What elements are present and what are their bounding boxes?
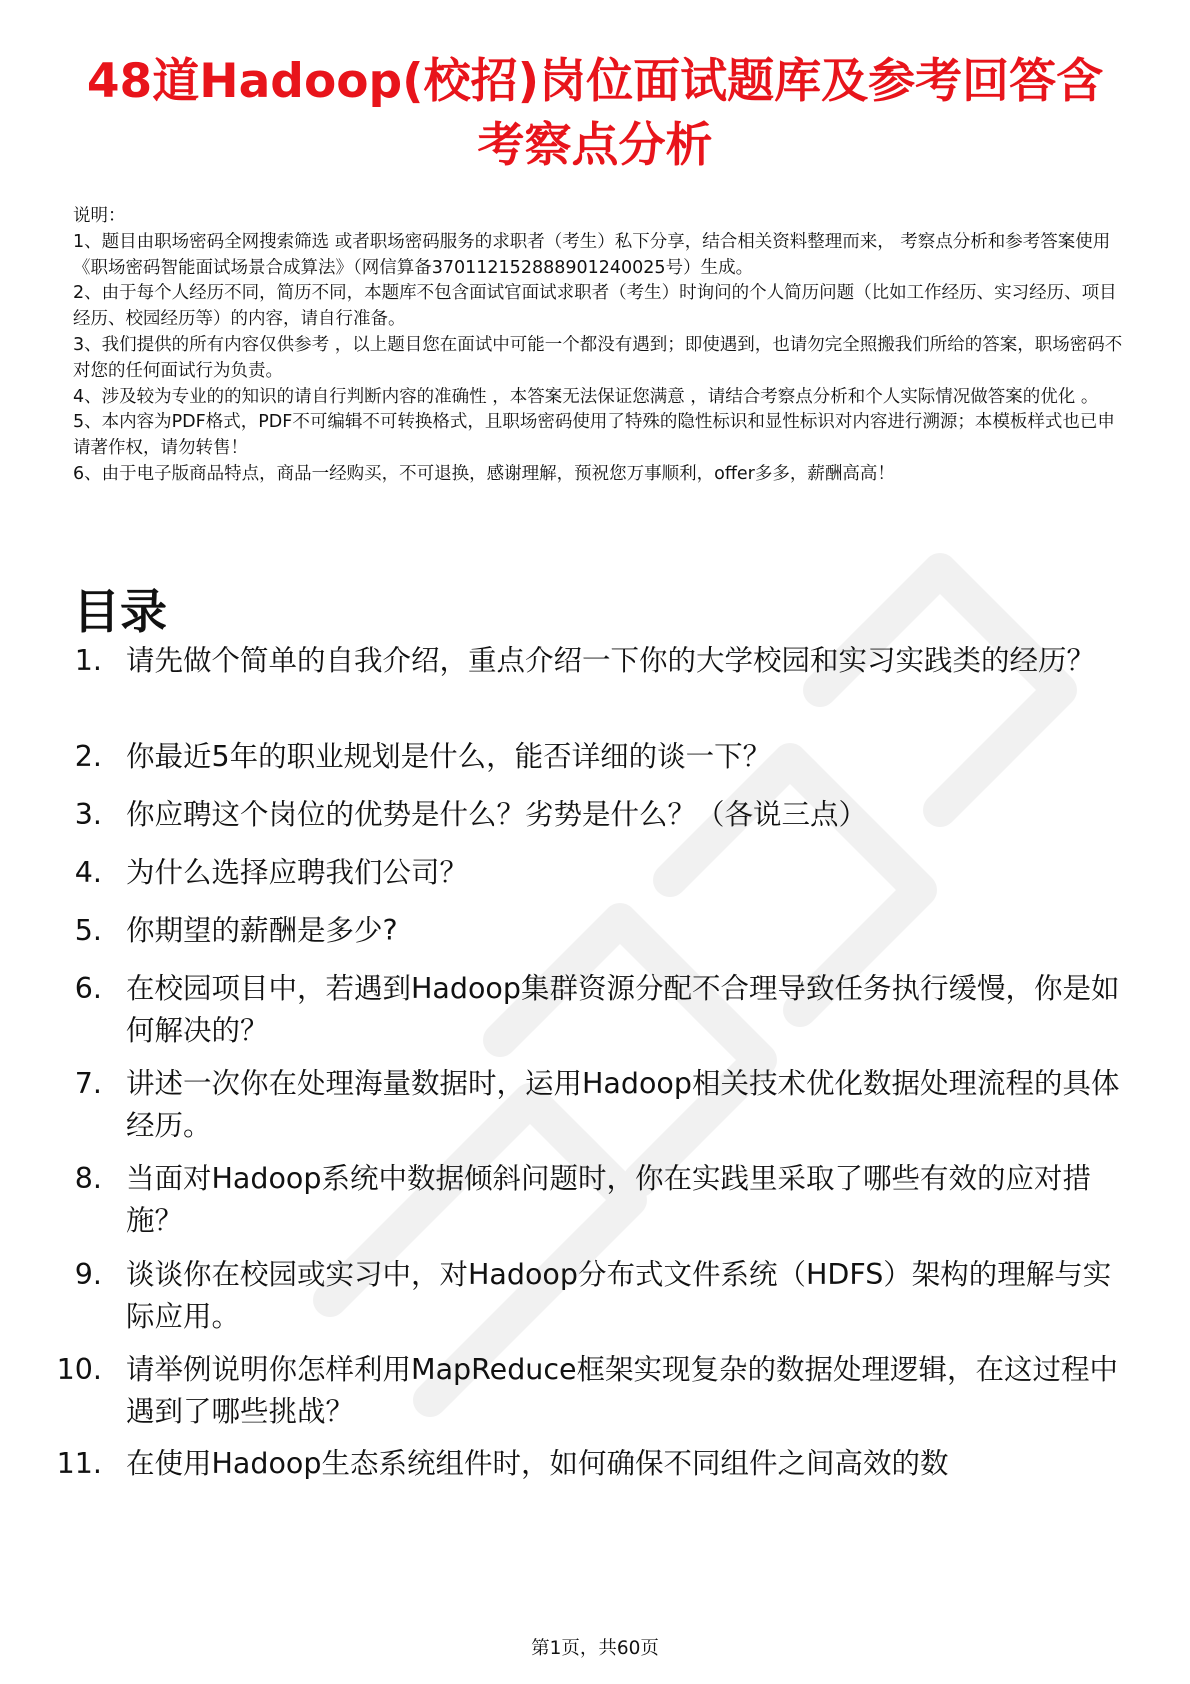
notes-item: 3、我们提供的所有内容仅供参考 ，以上题目您在面试中可能一个都没有遇到；即使遇到，也请勿完全照搬我们所给的答案，职场密码不对您的任何面试行为负责。: [73, 334, 1123, 381]
title-line-1: 48道Hadoop(校招)岗位面试题库及参考回答含: [86, 54, 1104, 109]
toc-item-number: 3.: [74, 798, 102, 831]
toc-item-text[interactable]: 为什么选择应聘我们公司？: [126, 856, 469, 889]
toc-item-number: 9.: [74, 1258, 102, 1291]
toc-item-number: 11.: [56, 1447, 102, 1480]
notes-item: 6、由于电子版商品特点，商品一经购买，不可退换，感谢理解，预祝您万事顺利，offer多多，薪酬高高！: [73, 463, 895, 484]
toc-item-number: 2.: [74, 740, 102, 773]
toc-item-text[interactable]: 在使用Hadoop生态系统组件时，如何确保不同组件之间高效的数: [126, 1447, 949, 1480]
page-footer: 第1页，共60页: [531, 1638, 659, 1659]
toc-item-text[interactable]: 在校园项目中，若遇到Hadoop集群资源分配不合理导致任务执行缓慢，你是如何解决的？: [126, 972, 1120, 1047]
toc-item-number: 6.: [74, 972, 102, 1005]
toc-item-text[interactable]: 你最近5年的职业规划是什么，能否详细的谈一下？: [126, 740, 772, 773]
toc-heading: 目录: [73, 585, 167, 640]
toc-item-text[interactable]: 讲述一次你在处理海量数据时，运用Hadoop相关技术优化数据处理流程的具体经历。: [126, 1067, 1120, 1142]
toc-item-text[interactable]: 你期望的薪酬是多少?: [126, 914, 398, 947]
toc-item-number: 4.: [74, 856, 102, 889]
title-line-2: 考察点分析: [477, 118, 713, 173]
notes-item: 2、由于每个人经历不同，简历不同，本题库不包含面试官面试求职者（考生）时询问的个人简历问题（比如工作经历、实习经历、项目经历、校园经历等）的内容，请自行准备。: [73, 283, 1117, 330]
toc-item-number: 1.: [74, 644, 102, 677]
toc-item-text[interactable]: 请先做个简单的自我介绍，重点介绍一下你的大学校园和实习实践类的经历？: [126, 644, 1096, 677]
notes-item: 1、题目由职场密码全网搜索筛选 或者职场密码服务的求职者（考生）私下分享，结合相关资料整理而来， 考察点分析和参考答案使用《职场密码智能面试场景合成算法》（网信算备370112152888901240025号）生成。: [73, 231, 1111, 278]
toc-item-text[interactable]: 请举例说明你怎样利用MapReduce框架实现复杂的数据处理逻辑，在这过程中遇到了哪些挑战？: [126, 1353, 1119, 1428]
toc-item-number: 8.: [74, 1162, 102, 1195]
toc-item-number: 10.: [56, 1353, 102, 1386]
toc-item-text[interactable]: 当面对Hadoop系统中数据倾斜问题时，你在实践里采取了哪些有效的应对措施？: [126, 1162, 1091, 1237]
toc-item-text[interactable]: 谈谈你在校园或实习中，对Hadoop分布式文件系统（HDFS）架构的理解与实际应用。: [126, 1258, 1112, 1333]
toc-item-number: 7.: [74, 1067, 102, 1100]
notes-heading: 说明：: [73, 206, 126, 226]
toc-item-text[interactable]: 你应聘这个岗位的优势是什么？劣势是什么？（各说三点）: [126, 798, 868, 831]
notes-item: 4、涉及较为专业的的知识的请自行判断内容的准确性 ，本答案无法保证您满意 ，请结合考察点分析和个人实际情况做答案的优化 。: [73, 386, 1099, 407]
toc-item-number: 5.: [74, 914, 102, 947]
notes-item: 5、本内容为PDF格式，PDF不可编辑不可转换格式，且职场密码使用了特殊的隐性标识和显性标识对内容进行溯源；本模板样式也已申请著作权，请勿转售！: [73, 412, 1115, 459]
